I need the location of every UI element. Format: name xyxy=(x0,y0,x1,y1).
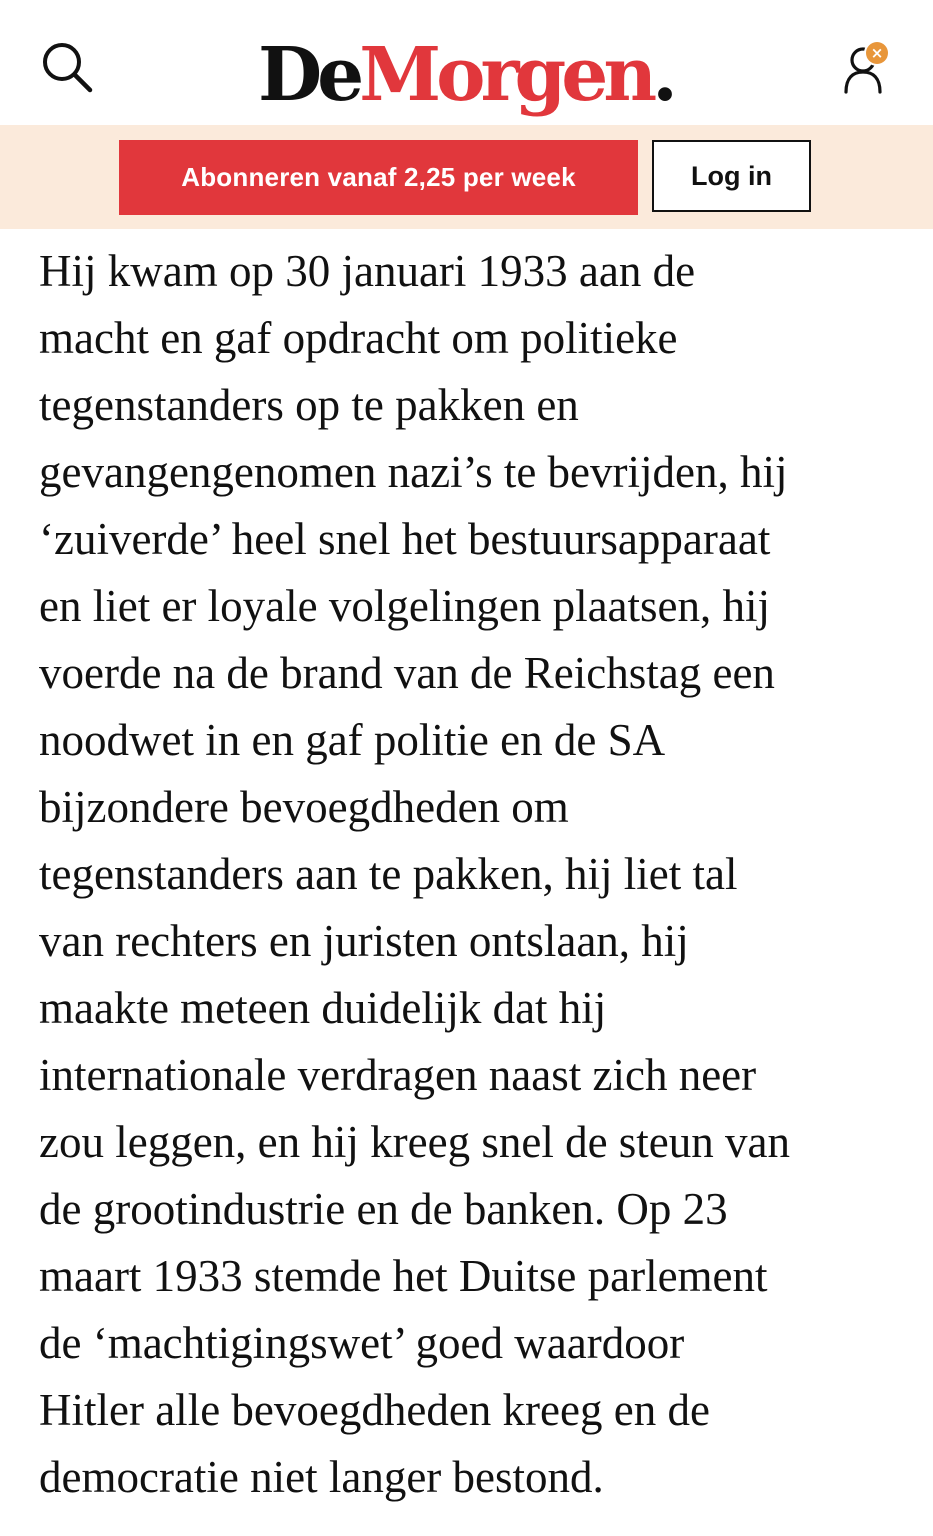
article-line: zou leggen, en hij kreeg snel de steun van xyxy=(39,1117,791,1167)
article-line: en liet er loyale volgelingen plaatsen, hij xyxy=(39,581,771,631)
article-line: Hij kwam op 30 januari 1933 aan de xyxy=(39,246,696,296)
site-header xyxy=(0,0,933,125)
subscribe-button[interactable]: Abonneren vanaf 2,25 per week xyxy=(119,140,638,215)
article-line: democratie niet langer bestond. xyxy=(39,1452,604,1502)
article-line: Hitler alle bevoegdheden kreeg en de xyxy=(39,1385,710,1435)
article-line: tegenstanders op te pakken en xyxy=(39,380,579,430)
logo-morgen: Morgen xyxy=(359,32,653,118)
article-line: de grootindustrie en de banken. Op 23 xyxy=(39,1184,728,1234)
logo-de: De xyxy=(258,32,360,118)
article-line: tegenstanders aan te pakken, hij liet tal xyxy=(39,849,738,899)
article-line: de ‘machtigingswet’ goed waardoor xyxy=(39,1318,685,1368)
article-line: bijzondere bevoegdheden om xyxy=(39,782,569,832)
article-line: gevangengenomen nazi’s te bevrijden, hij xyxy=(39,447,788,497)
article-line: voerde na de brand van de Reichstag een xyxy=(39,648,775,698)
login-button[interactable]: Log in xyxy=(652,140,811,212)
article-line: van rechters en juristen ontslaan, hij xyxy=(39,916,689,966)
article-body xyxy=(39,238,909,1511)
site-logo[interactable] xyxy=(258,16,678,118)
article-line: noodwet in en gaf politie en de SA xyxy=(39,715,666,765)
notification-badge[interactable]: × xyxy=(866,42,888,64)
article-line: ‘zuiverde’ heel snel het bestuursapparaat xyxy=(39,514,771,564)
promo-bar xyxy=(0,125,933,229)
logo-dot: . xyxy=(652,32,678,118)
article-line: internationale verdragen naast zich neer xyxy=(39,1050,757,1100)
article-line: maakte meteen duidelijk dat hij xyxy=(39,983,607,1033)
search-icon[interactable] xyxy=(40,40,96,96)
article-line: maart 1933 stemde het Duitse parlement xyxy=(39,1251,768,1301)
article-line: macht en gaf opdracht om politieke xyxy=(39,313,678,363)
